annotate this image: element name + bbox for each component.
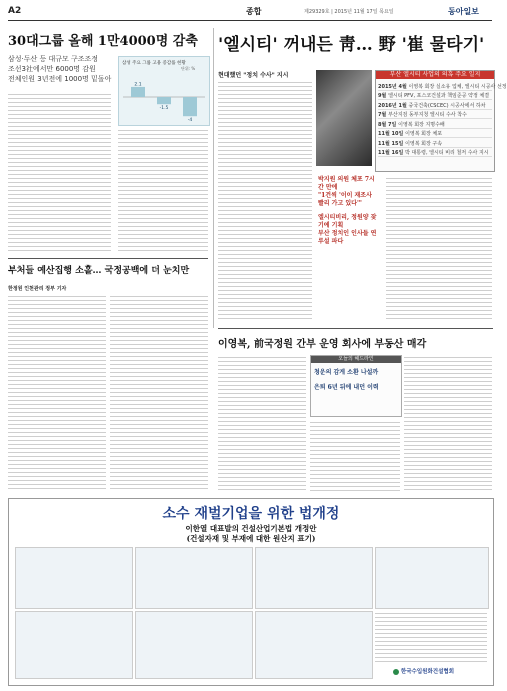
timeline-date: 8월 7일 bbox=[378, 121, 399, 128]
timeline-date: 11월 16일 bbox=[378, 150, 406, 156]
chart-value-label: -1.5 bbox=[159, 106, 169, 112]
brand-logo: 동아일보 bbox=[448, 7, 479, 16]
article3-headline: 부처들 예산집행 소홀… 국정공백에 더 눈치만 bbox=[8, 266, 190, 276]
article4-body-left bbox=[218, 355, 306, 491]
timeline-row bbox=[378, 131, 492, 138]
cartoon-panel-1 bbox=[15, 547, 133, 609]
headline-box-item1[interactable]: 청운의 감게 소환 나설까 bbox=[314, 369, 379, 376]
article3-body-left bbox=[8, 294, 106, 490]
cartoon-panel-2 bbox=[135, 547, 253, 609]
timeline-row bbox=[378, 112, 492, 119]
timeline-text: 이영복 회장 실소유 업체, 엘시티 시공사 선정 bbox=[408, 83, 507, 90]
cartoon-panel-3 bbox=[255, 547, 373, 609]
timeline-text: 이영복 회장 구속 bbox=[405, 140, 443, 147]
article2-byline: 현대했던 "정치 수사" 지시 bbox=[218, 72, 289, 79]
article2-body2 bbox=[386, 176, 492, 322]
timeline-date: 11월 15일 bbox=[378, 140, 406, 147]
issue-info: 제29329호 | 2015년 11월 17일 목요일 bbox=[304, 9, 394, 15]
chart-bar bbox=[183, 97, 197, 116]
page-number: A2 bbox=[8, 6, 22, 16]
article1-body-mid bbox=[118, 128, 208, 252]
timeline-date: 7월 bbox=[378, 112, 389, 118]
timeline-date: 11월 10일 bbox=[378, 131, 406, 137]
chart-value-label: 2.1 bbox=[134, 82, 142, 88]
side-head2: 부산 정치인 인사들 연루설 파다 bbox=[318, 230, 377, 245]
chart-value-label: -4 bbox=[187, 118, 193, 124]
article1-body-left bbox=[8, 92, 111, 252]
timeline-row bbox=[378, 150, 492, 157]
cartoon-panel-7 bbox=[255, 611, 373, 679]
section-rule bbox=[8, 258, 208, 259]
timeline-date: 9월 bbox=[378, 93, 389, 99]
cartoon-panel-4 bbox=[375, 547, 489, 609]
timeline-text: 중국건축(CSCEC) 시공사에서 하차 bbox=[408, 102, 486, 109]
section-rule-2 bbox=[218, 328, 493, 329]
article3-body-right bbox=[110, 294, 208, 490]
article4-headline: 이영복, 前국정원 간부 운영 회사에 부동산 매각 bbox=[218, 339, 427, 350]
timeline-date: 2016년 1월 bbox=[378, 102, 409, 109]
banner-text bbox=[375, 611, 487, 663]
timeline-title: 부산 엘시티 사업의 의혹 주요 일지 bbox=[376, 71, 494, 79]
org-logo-icon bbox=[393, 669, 399, 675]
article1-sub3: 전체인원 3년전에 1000명 밑돌아 bbox=[8, 75, 112, 83]
photo-caption1: 박지원 의원 체포 7시간 만에 bbox=[318, 176, 375, 191]
chart-title: 삼성 주요 그룹 고용 증감률 현황 bbox=[122, 61, 186, 66]
timeline-row bbox=[378, 93, 492, 100]
photo-caption2: "1건씩 '이이 재조사 빨리 가고 있다'" bbox=[318, 192, 372, 207]
timeline-row bbox=[378, 83, 507, 91]
banner-title: 소수 재벌기업을 위한 법개정 bbox=[162, 506, 340, 522]
article1-sub1: 삼성·두산 등 대규모 구조조정 bbox=[8, 55, 99, 63]
article2-headline: '엘시티' 꺼내든 靑… 野 '崔 물타기' bbox=[218, 35, 485, 55]
article1-subheads bbox=[8, 54, 113, 84]
banner-subtitle: 이한열 대표발의 건설산업기본법 개정안 bbox=[185, 524, 317, 533]
article1-headline: 30대그룹 올해 1만4000명 감축 bbox=[8, 34, 198, 49]
headline-box-item2[interactable]: 은퇴 6년 뒤에 내던 이력 bbox=[314, 384, 379, 391]
col-rule bbox=[213, 28, 214, 328]
article2-body bbox=[218, 80, 312, 320]
timeline-text: 부산지검 동부지청 엘시티 수사 착수 bbox=[388, 112, 467, 118]
timeline-text: 이영복 회장 체포 bbox=[405, 131, 443, 137]
timeline-row bbox=[378, 122, 492, 129]
headline-box-title: 오늘의 헤드라인 bbox=[311, 356, 401, 363]
banner-org-name: 한국수입원화건설협회 bbox=[400, 669, 455, 675]
banner-org bbox=[393, 667, 454, 675]
side-head1: 엘시티비리, 정원양 잦기에 기획 bbox=[318, 214, 377, 229]
bottom-banner[interactable] bbox=[8, 498, 494, 686]
cartoon-panel-6 bbox=[135, 611, 253, 679]
cartoon-panel-5 bbox=[15, 611, 133, 679]
page-header bbox=[8, 6, 492, 18]
timeline-text: 이영복 회장 지명수배 bbox=[398, 121, 445, 128]
timeline-panel bbox=[375, 70, 507, 172]
timeline-row bbox=[378, 103, 492, 110]
timeline-rows bbox=[376, 79, 507, 157]
header-rule bbox=[8, 20, 492, 21]
chart-box bbox=[118, 56, 210, 126]
news-photo bbox=[316, 70, 372, 166]
photo-caption bbox=[318, 176, 378, 246]
section-name: 종합 bbox=[246, 7, 262, 16]
timeline-text: 박 대통령, 엘시티 비리 철저 수사 지시 bbox=[405, 150, 489, 156]
article1-sub2: 조선3社에서만 6000명 감원 bbox=[8, 65, 96, 73]
chart-svg bbox=[123, 73, 205, 124]
article4-body-right bbox=[404, 355, 492, 491]
headline-box bbox=[310, 355, 402, 417]
timeline-date: 2015년 4월 bbox=[378, 83, 409, 90]
timeline-row bbox=[378, 141, 492, 148]
article3-byline: 한정원 인천관리 정부 기자 bbox=[8, 286, 67, 292]
chart-unit: 단위: % bbox=[181, 66, 196, 71]
chart-bar bbox=[157, 97, 171, 104]
article4-body-mid bbox=[310, 420, 400, 491]
chart-bar bbox=[131, 87, 145, 97]
timeline-text: 엘시티 PFV, 포스코건설과 책임준공 약정 체결 bbox=[388, 93, 490, 99]
banner-subtitle2: (건설자재 및 부재에 대한 원산지 표기) bbox=[186, 534, 316, 543]
